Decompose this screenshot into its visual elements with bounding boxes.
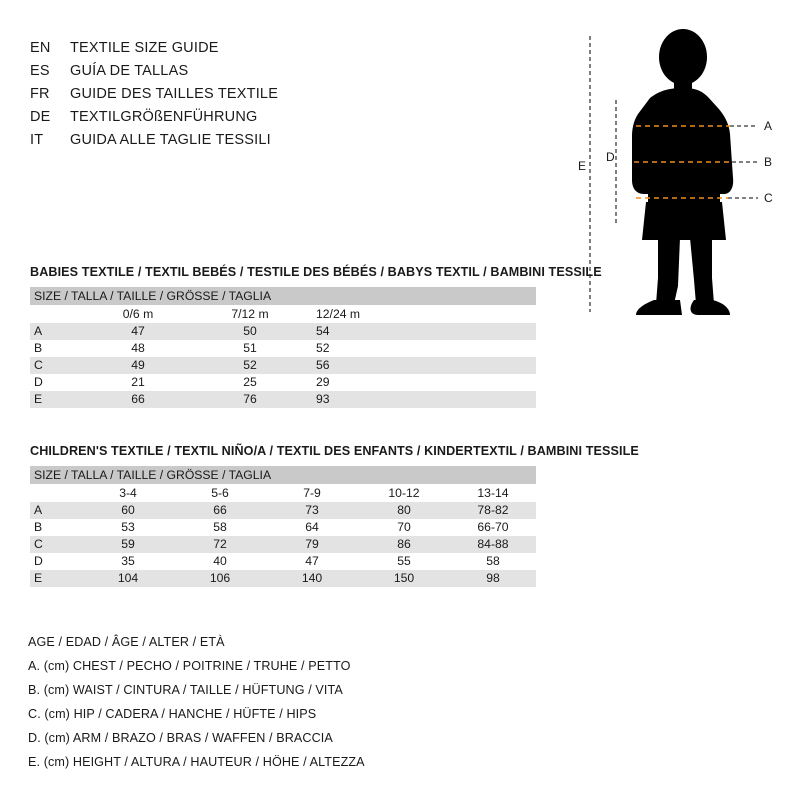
column-header: 13-14 (450, 484, 536, 502)
cell: 50 (194, 323, 306, 340)
children-size-table (30, 466, 536, 587)
legend-line-a: A. (cm) CHEST / PECHO / POITRINE / TRUHE / PETTO (28, 659, 351, 673)
row-label: A (30, 502, 82, 519)
table-row (30, 553, 536, 570)
title-lang-code: ES (30, 63, 50, 79)
title-row (30, 40, 450, 61)
title-row (30, 63, 450, 84)
table-row (30, 357, 536, 374)
title-row (30, 86, 450, 107)
cell: 78-82 (450, 502, 536, 519)
cell: 66 (174, 502, 266, 519)
legend-line-age: AGE / EDAD / ÂGE / ALTER / ETÀ (28, 635, 225, 649)
figure-label-a: A (764, 119, 773, 133)
legend-line-e: E. (cm) HEIGHT / ALTURA / HAUTEUR / HÖHE / ALTEZZA (28, 755, 365, 769)
column-header: 7/12 m (194, 305, 306, 323)
legend-block (28, 630, 365, 774)
size-header-cell: SIZE / TALLA / TAILLE / GRÖSSE / TAGLIA (30, 287, 536, 305)
children-table-block (30, 444, 639, 587)
title-block (30, 40, 450, 155)
cell: 52 (194, 357, 306, 374)
row-label: D (30, 374, 82, 391)
cell: 52 (306, 340, 536, 357)
row-label: B (30, 340, 82, 357)
table-row (30, 502, 536, 519)
cell: 80 (358, 502, 450, 519)
title-lang-code: EN (30, 40, 51, 56)
title-text: TEXTILGRÖßENFÜHRUNG (70, 109, 258, 125)
cell: 47 (266, 553, 358, 570)
column-header: 10-12 (358, 484, 450, 502)
cell: 84-88 (450, 536, 536, 553)
column-header: 3-4 (82, 484, 174, 502)
cell: 48 (82, 340, 194, 357)
cell: 55 (358, 553, 450, 570)
row-label: C (30, 357, 82, 374)
legend-line-d: D. (cm) ARM / BRAZO / BRAS / WAFFEN / BRACCIA (28, 731, 333, 745)
table-row (30, 536, 536, 553)
column-header: 7-9 (266, 484, 358, 502)
cell: 70 (358, 519, 450, 536)
title-lang-code: DE (30, 109, 51, 125)
measurement-figure (570, 28, 785, 318)
table-row (30, 519, 536, 536)
table-header-row (30, 466, 536, 484)
cell: 98 (450, 570, 536, 587)
cell: 66-70 (450, 519, 536, 536)
cell: 72 (174, 536, 266, 553)
title-row (30, 132, 450, 153)
babies-table-block (30, 265, 602, 408)
column-header: 0/6 m (82, 305, 194, 323)
column-header: 5-6 (174, 484, 266, 502)
title-text: GUIDA ALLE TAGLIE TESSILI (70, 132, 271, 148)
legend-line-b: B. (cm) WAIST / CINTURA / TAILLE / HÜFTUNG / VITA (28, 683, 343, 697)
table-row (30, 391, 536, 408)
cell: 66 (82, 391, 194, 408)
row-label: C (30, 536, 82, 553)
cell: 53 (82, 519, 174, 536)
cell: 79 (266, 536, 358, 553)
cell: 58 (450, 553, 536, 570)
table-header-row (30, 287, 536, 305)
cell: 35 (82, 553, 174, 570)
figure-label-c: C (764, 191, 773, 205)
child-silhouette-icon (632, 29, 733, 315)
cell: 106 (174, 570, 266, 587)
cell: 25 (194, 374, 306, 391)
title-lang-code: FR (30, 86, 50, 102)
title-text: GUIDE DES TAILLES TEXTILE (70, 86, 279, 102)
title-lang-code: IT (30, 132, 44, 148)
cell: 58 (174, 519, 266, 536)
cell: 140 (266, 570, 358, 587)
title-row (30, 109, 450, 130)
cell: 104 (82, 570, 174, 587)
table-row (30, 323, 536, 340)
cell: 29 (306, 374, 536, 391)
cell: 40 (174, 553, 266, 570)
row-label: A (30, 323, 82, 340)
babies-size-table (30, 287, 536, 408)
cell: 73 (266, 502, 358, 519)
cell: 59 (82, 536, 174, 553)
cell: 64 (266, 519, 358, 536)
cell: 51 (194, 340, 306, 357)
cell: 93 (306, 391, 536, 408)
figure-label-d: D (606, 150, 615, 164)
cell: 60 (82, 502, 174, 519)
table-column-row (30, 305, 536, 323)
table-row (30, 374, 536, 391)
cell: 56 (306, 357, 536, 374)
legend-line-c: C. (cm) HIP / CADERA / HANCHE / HÜFTE / HIPS (28, 707, 317, 721)
row-label: D (30, 553, 82, 570)
figure-label-e: E (578, 159, 587, 173)
title-text: GUÍA DE TALLAS (70, 63, 189, 79)
row-label: E (30, 391, 82, 408)
babies-table-caption: BABIES TEXTILE / TEXTIL BEBÉS / TESTILE DES BÉBÉS / BABYS TEXTIL / BAMBINI TESSILE (30, 265, 602, 279)
cell: 86 (358, 536, 450, 553)
column-header: 12/24 m (306, 305, 536, 323)
figure-label-b: B (764, 155, 773, 169)
table-column-row (30, 484, 536, 502)
table-row (30, 340, 536, 357)
row-label: B (30, 519, 82, 536)
cell: 21 (82, 374, 194, 391)
cell: 54 (306, 323, 536, 340)
table-row (30, 570, 536, 587)
cell: 150 (358, 570, 450, 587)
corner-cell (30, 305, 82, 323)
row-label: E (30, 570, 82, 587)
corner-cell (30, 484, 82, 502)
title-text: TEXTILE SIZE GUIDE (70, 40, 219, 56)
children-table-caption: CHILDREN'S TEXTILE / TEXTIL NIÑO/A / TEXTIL DES ENFANTS / KINDERTEXTIL / BAMBINI TESSILE (30, 444, 639, 458)
size-header-cell: SIZE / TALLA / TAILLE / GRÖSSE / TAGLIA (30, 466, 536, 484)
cell: 76 (194, 391, 306, 408)
cell: 47 (82, 323, 194, 340)
cell: 49 (82, 357, 194, 374)
